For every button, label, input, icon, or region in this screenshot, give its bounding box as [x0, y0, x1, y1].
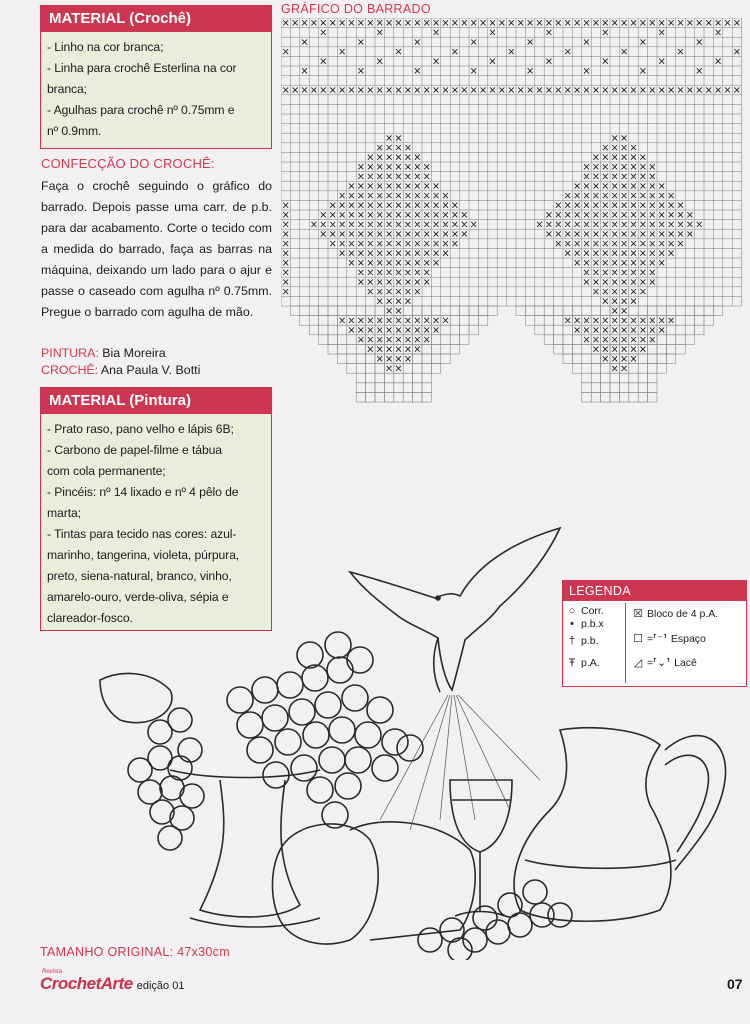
material-pintura-item: marinho, tangerina, violeta, púrpura, — [47, 548, 240, 562]
chart-grid-lines — [281, 18, 742, 306]
material-croche-box — [40, 5, 272, 149]
grapes-center-drawing — [227, 632, 423, 828]
light-rays — [380, 695, 540, 830]
confeccao-title: CONFECÇÃO DO CROCHÊ: — [41, 156, 215, 171]
double-crochet-icon: Ŧ — [568, 657, 576, 669]
material-pintura-subtitle: (Pintura) — [129, 392, 191, 409]
fruit-bowl-drawing — [170, 770, 320, 927]
chart-lower-grid — [290, 306, 722, 402]
credit-pintura — [41, 346, 166, 360]
grapes-right-drawing — [418, 880, 572, 960]
edition-label: edição 01 — [136, 980, 185, 992]
chart-block-marks — [283, 20, 739, 371]
legend-pa-label: p.A. — [581, 657, 600, 669]
credit-croche-label: CROCHÊ: — [41, 363, 99, 377]
material-croche-header — [41, 6, 271, 32]
material-croche-item: - Agulhas para crochê nº 0.75mm e — [47, 103, 235, 117]
dove-drawing — [350, 528, 560, 692]
pitcher-drawing — [514, 728, 725, 921]
single-crochet-icon: † — [568, 635, 576, 647]
material-pintura-item: - Prato raso, pano velho e lápis 6B; — [47, 422, 234, 436]
material-pintura-item: com cola permanente; — [47, 464, 166, 478]
original-size-label: TAMANHO ORIGINAL: 47x30cm — [40, 945, 230, 959]
legend-espaco-label: Espaço — [670, 632, 706, 645]
brand-prefix: Revista — [42, 969, 63, 975]
block-icon: ☒ — [633, 608, 643, 620]
material-croche-item: - Linha para crochê Esterlina na cor — [47, 61, 237, 75]
credit-pintura-label: PINTURA: — [41, 346, 99, 360]
credit-pintura-name: Bia Moreira — [102, 346, 166, 360]
material-croche-subtitle: (Crochê) — [129, 10, 191, 27]
slip-stitch-icon: • — [570, 618, 574, 630]
bread-drawing — [273, 822, 476, 944]
material-croche-list — [41, 32, 271, 149]
material-pintura-header — [41, 388, 271, 414]
legend-pbx-label: p.b.x — [581, 618, 604, 630]
equals-sign-2: =⸢⌄⸣ — [647, 656, 671, 669]
material-pintura-item: marta; — [47, 506, 81, 520]
equals-sign: =⸢⁻⸣ — [647, 632, 667, 645]
chain-icon: ○ — [568, 605, 576, 617]
crochet-chart-grid — [281, 18, 747, 458]
material-pintura-title: MATERIAL — [49, 392, 126, 409]
credit-croche-name: Ana Paula V. Botti — [100, 363, 201, 377]
page-number: 07 — [727, 976, 743, 992]
legend-bloco-label: Bloco de 4 p.A. — [647, 607, 719, 620]
material-croche-item: - Linho na cor branca; — [47, 40, 164, 54]
space-icon: ☐ — [633, 633, 643, 645]
legend-pb-label: p.b. — [581, 635, 599, 647]
material-croche-item: branca; — [47, 82, 87, 96]
legend-title: LEGENDA — [563, 581, 746, 601]
material-croche-title: MATERIAL — [49, 10, 126, 27]
magazine-brand — [40, 969, 185, 994]
material-pintura-item: - Pincéis: nº 14 lixado e nº 4 pêlo de — [47, 485, 239, 499]
brand-logo: CrochetArte — [40, 974, 133, 993]
confeccao-text: Faça o crochê seguindo o gráfico do barrado. Depois passe uma carr. de p.b. para dar acabamento. Corte o tecido com a medida do barrado, faça as barras na máquina, deixando um lado para o ajur e passe o caseado com agulha nº 0.75mm. Pregue o barrado com agulha de mão. — [41, 179, 272, 319]
legend-corr-label: Corr. — [581, 605, 604, 617]
material-pintura-item: preto, siena-natural, branco, vinho, — [47, 569, 232, 583]
material-pintura-item: - Tintas para tecido nas cores: azul- — [47, 527, 237, 541]
chart-title: GRÁFICO DO BARRADO — [281, 2, 431, 16]
crochet-chart — [281, 18, 747, 458]
grapes-left-drawing — [100, 673, 204, 850]
legend-lace-label: Lacê — [674, 656, 697, 669]
material-pintura-item: clareador-fosco. — [47, 611, 133, 625]
material-pintura-item: - Carbono de papel-filme e tábua — [47, 443, 222, 457]
material-croche-item: nº 0.9mm. — [47, 124, 102, 138]
credit-croche — [41, 363, 200, 377]
lace-icon: ◿ — [633, 657, 643, 669]
still-life-illustration — [80, 520, 740, 960]
material-pintura-item: amarelo-ouro, verde-oliva, sépia e — [47, 590, 229, 604]
